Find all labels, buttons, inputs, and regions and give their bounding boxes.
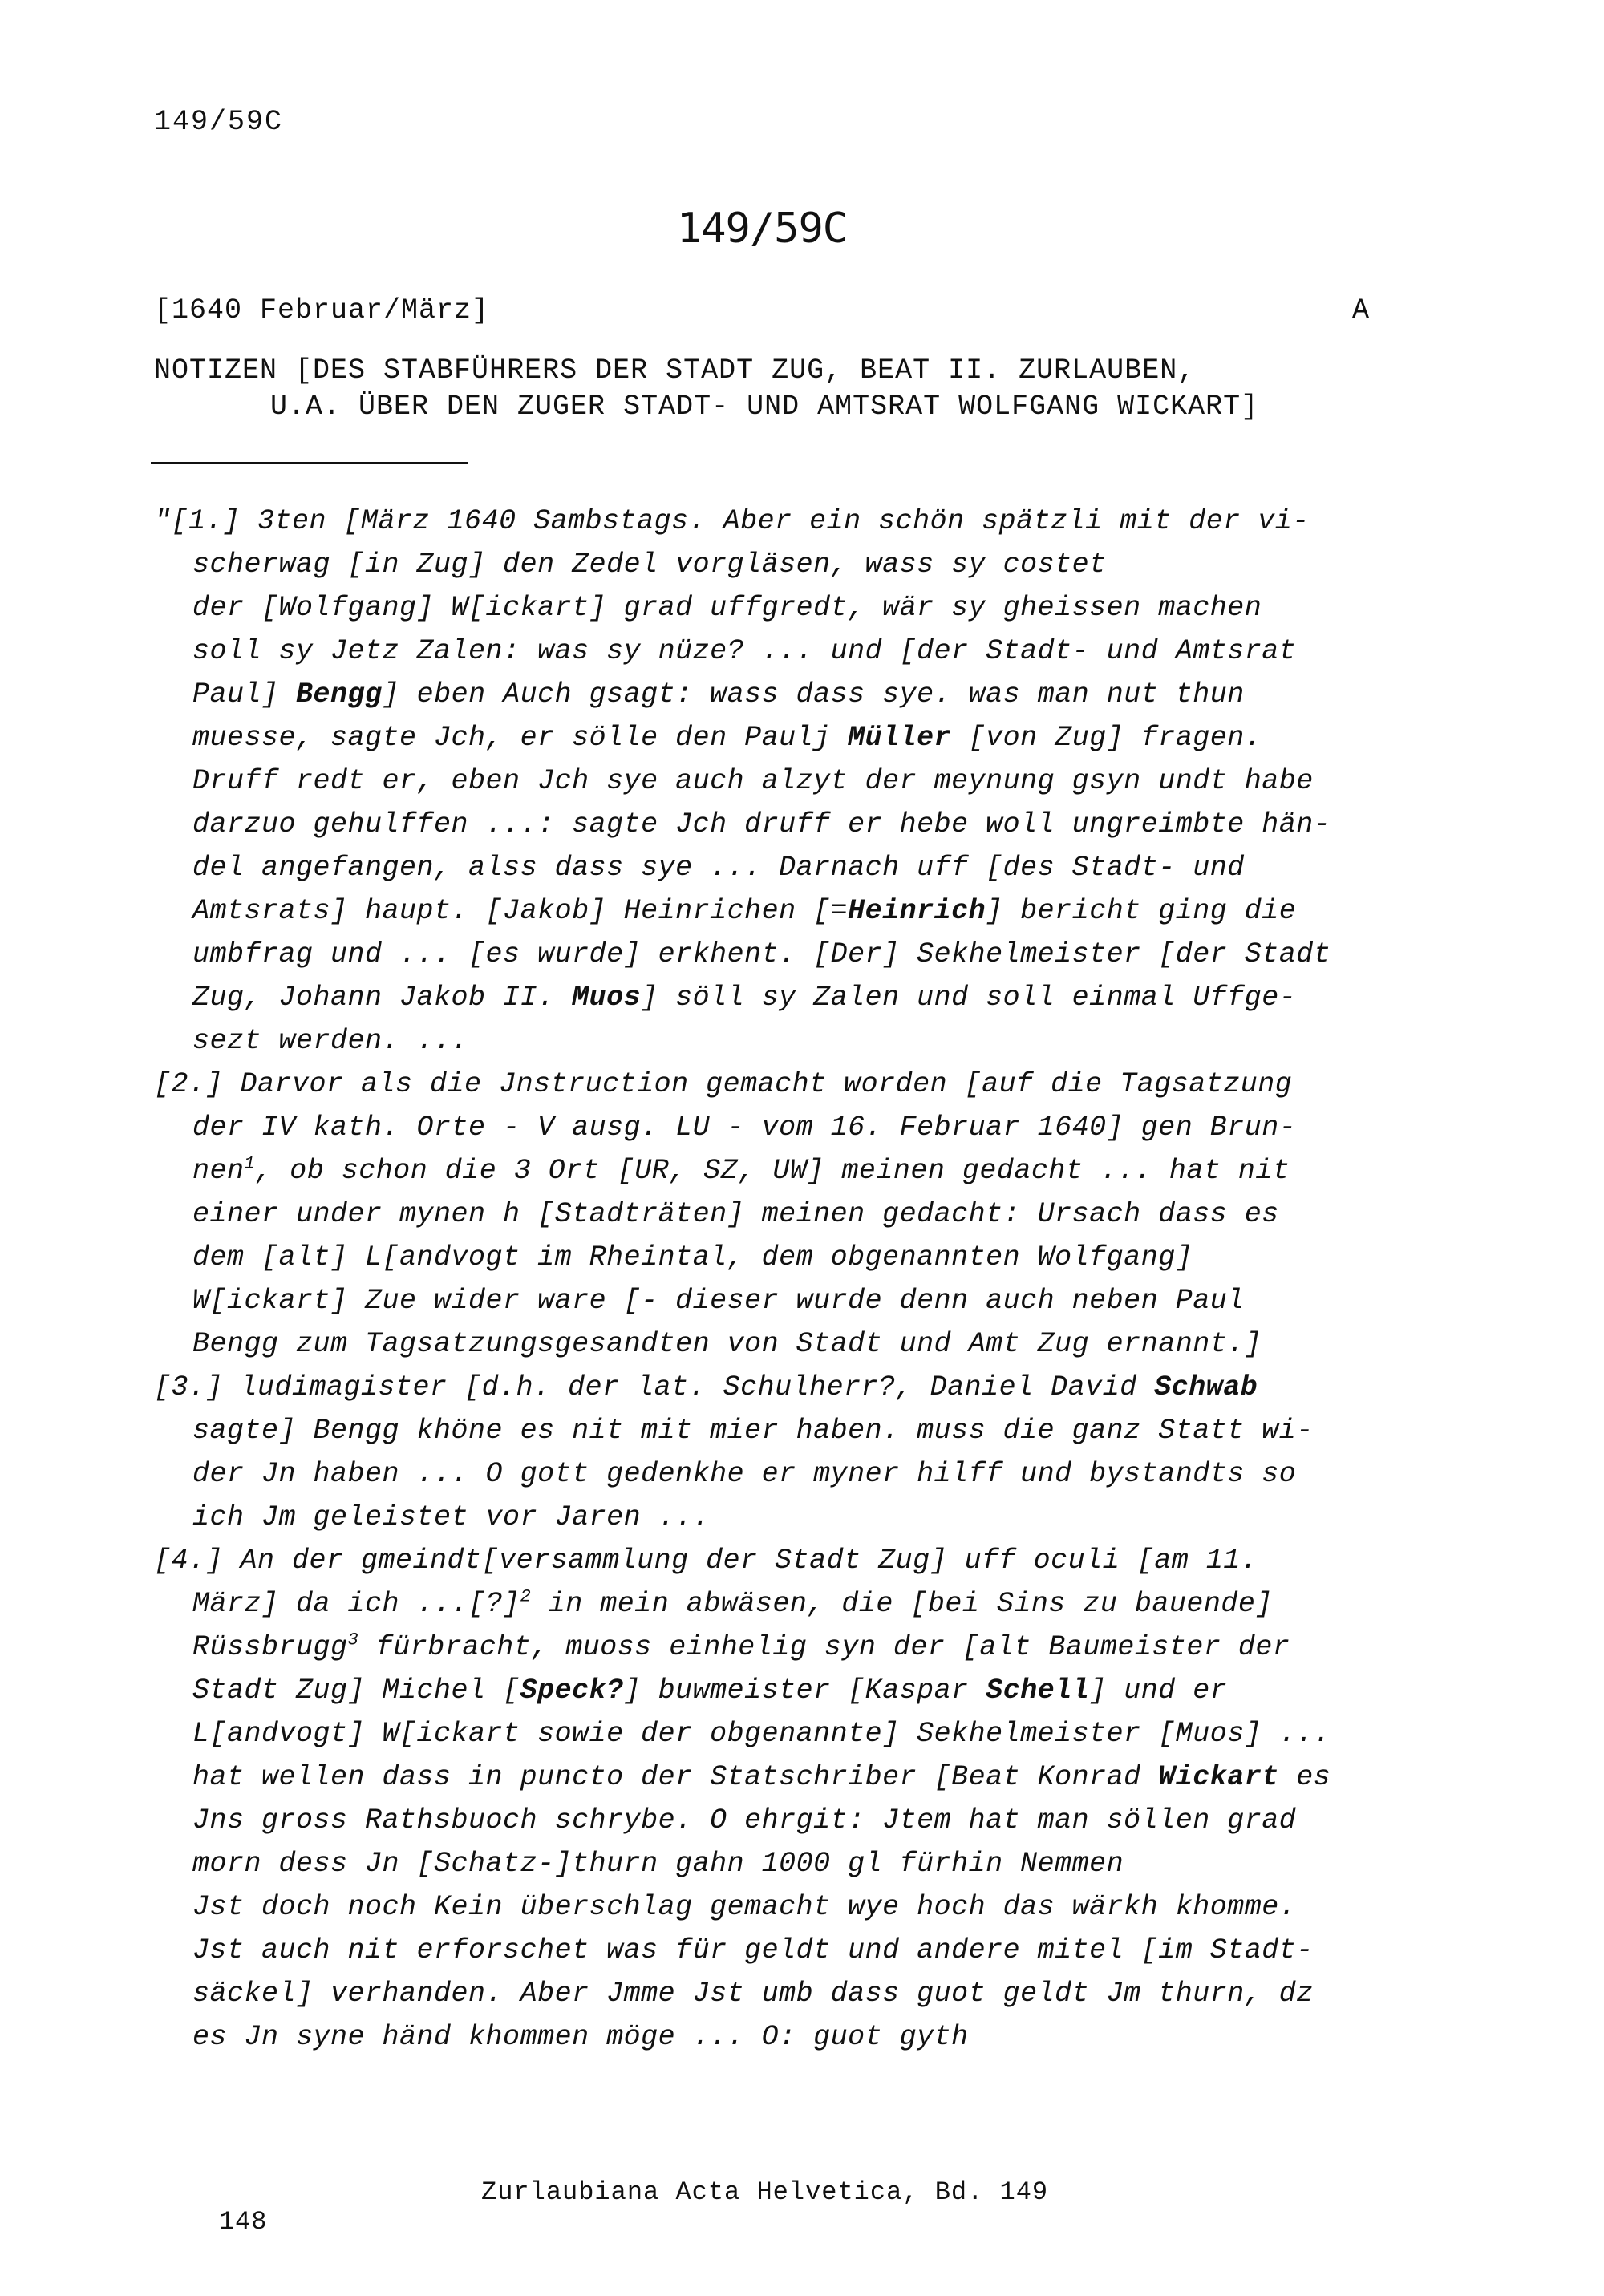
text-segment: muesse, sagte Jch, er sölle den Paulj	[192, 722, 849, 754]
text-segment: Jns gross Rathsbuoch schrybe. O ehrgit: Jtem hat man söllen grad	[192, 1804, 1297, 1836]
text-segment: Rüssbrugg	[192, 1631, 348, 1663]
text-line	[154, 1019, 1453, 1063]
bold-name: Schwab	[1154, 1371, 1258, 1403]
text-segment: [3.] ludimagister [d.h. der lat. Schulherr?, Daniel David	[154, 1371, 1155, 1403]
text-segment: Zug, Johann Jakob II.	[192, 982, 573, 1014]
text-segment: es Jn syne händ khommen möge ... O: guot gyth	[192, 2021, 969, 2053]
text-segment: [von Zug] fragen.	[951, 722, 1262, 754]
text-line	[154, 716, 1453, 759]
text-segment: , ob schon die 3 Ort [UR, SZ, UW] meinen gedacht ... hat nit	[255, 1155, 1290, 1187]
text-segment: morn dess Jn [Schatz-]thurn gahn 1000 gl fürhin Nemmen	[192, 1848, 1124, 1880]
page-title: 149/59C	[676, 204, 848, 253]
running-head: 149/59C	[154, 106, 284, 138]
text-segment: ] und er	[1089, 1674, 1228, 1707]
heading-line-1: NOTIZEN [DES STABFÜHRERS DER STADT ZUG, BEAT II. ZURLAUBEN,	[154, 354, 1196, 387]
text-segment: W[ickart] Zue wider ware [- dieser wurde denn auch neben Paul	[192, 1285, 1245, 1317]
text-segment: in mein abwäsen, die [bei Sins zu bauende]	[531, 1588, 1273, 1620]
text-line	[154, 1193, 1453, 1236]
text-segment: del angefangen, alss dass sye ... Darnach uff [des Stadt- und	[192, 852, 1245, 884]
document-date: [1640 Februar/März]	[154, 294, 490, 326]
heading-divider	[151, 462, 468, 464]
text-segment: nen	[192, 1155, 245, 1187]
text-line	[154, 2015, 1453, 2059]
text-segment: sagte] Bengg khöne es nit mit mier haben. muss die ganz Statt wi-	[192, 1415, 1314, 1447]
text-line	[154, 586, 1453, 630]
text-segment: es	[1278, 1761, 1331, 1793]
text-segment: Jst auch nit erforschet was für geldt und andere mitel [im Stadt-	[192, 1934, 1314, 1966]
document-marker: A	[1352, 294, 1370, 326]
text-segment: einer under mynen h [Stadträten] meinen gedacht: Ursach dass es	[192, 1198, 1279, 1230]
text-segment: ich Jm geleistet vor Jaren ...	[192, 1501, 711, 1533]
text-segment: der [Wolfgang] W[ickart] grad uffgredt, wär sy gheissen machen	[192, 592, 1262, 624]
text-line	[154, 630, 1453, 673]
text-line	[154, 543, 1453, 586]
heading-line-2: U.A. ÜBER DEN ZUGER STADT- UND AMTSRAT WOLFGANG WICKART]	[270, 391, 1259, 423]
text-segment: Druff redt er, eben Jch sye auch alzyt der meynung gsyn undt habe	[192, 765, 1314, 797]
text-line	[154, 976, 1453, 1019]
text-line	[154, 846, 1453, 889]
text-line	[154, 1236, 1453, 1279]
bold-name: Wickart	[1158, 1761, 1279, 1793]
text-line	[154, 1279, 1453, 1322]
text-segment: [2.] Darvor als die Jnstruction gemacht worden [auf die Tagsatzung	[154, 1068, 1293, 1100]
text-segment: dem [alt] L[andvogt im Rheintal, dem obgenannten Wolfgang]	[192, 1241, 1193, 1274]
text-line	[154, 889, 1453, 933]
text-line	[154, 1582, 1453, 1626]
text-line	[154, 1452, 1453, 1496]
text-line	[154, 1972, 1453, 2015]
transcription-body	[154, 500, 1453, 2059]
text-segment: scherwag [in Zug] den Zedel vorgläsen, wass sy costet	[192, 549, 1107, 581]
text-segment: hat wellen dass in puncto der Statschriber [Beat Konrad	[192, 1761, 1159, 1793]
text-segment: soll sy Jetz Zalen: was sy nüze? ... und [der Stadt- und Amtsrat	[192, 635, 1297, 667]
text-line	[154, 1366, 1453, 1409]
page-footer	[154, 2177, 1049, 2296]
text-line	[154, 1885, 1453, 1929]
text-segment: L[andvogt] W[ickart sowie der obgenannte] Sekhelmeister [Muos] ...	[192, 1718, 1331, 1750]
bold-name: Heinrich	[848, 895, 986, 927]
text-line	[154, 1496, 1453, 1539]
text-line	[154, 1842, 1453, 1885]
text-segment: fürbracht, muoss einhelig syn der [alt Baumeister der	[358, 1631, 1290, 1663]
text-segment: der Jn haben ... O gott gedenkhe er myner hilff und bystandts so	[192, 1458, 1297, 1490]
text-segment: ] bericht ging die	[986, 895, 1297, 927]
footnote-marker: 2	[520, 1586, 532, 1607]
text-segment: ] söll sy Zalen und soll einmal Uffge-	[641, 982, 1297, 1014]
text-line	[154, 1755, 1453, 1799]
text-segment: Amtsrats] haupt. [Jakob] Heinrichen [=	[192, 895, 849, 927]
text-line	[154, 1626, 1453, 1669]
text-line	[154, 500, 1453, 543]
text-segment: Paul]	[192, 678, 297, 711]
text-segment: sezt werden. ...	[192, 1025, 469, 1057]
text-line	[154, 1322, 1453, 1366]
text-segment: ] eben Auch gsagt: wass dass sye. was man nut thun	[382, 678, 1245, 711]
text-segment: umbfrag und ... [es wurde] erkhent. [Der] Sekhelmeister [der Stadt	[192, 938, 1331, 970]
text-line	[154, 933, 1453, 976]
text-line	[154, 1106, 1453, 1149]
text-segment: der IV kath. Orte - V ausg. LU - vom 16. Februar 1640] gen Brun-	[192, 1112, 1297, 1144]
text-line	[154, 1799, 1453, 1842]
text-line	[154, 1712, 1453, 1755]
bold-name: Schell	[986, 1674, 1090, 1707]
footnote-marker: 3	[347, 1630, 359, 1650]
bold-name: Speck?	[520, 1674, 624, 1707]
text-line	[154, 1929, 1453, 1972]
text-line	[154, 1149, 1453, 1193]
bold-name: Müller	[848, 722, 952, 754]
text-segment: März] da ich ...[?]	[192, 1588, 520, 1620]
text-segment: "[1.] 3ten [März 1640 Sambstags. Aber ein schön spätzli mit der vi-	[154, 505, 1310, 537]
page-number: 148	[218, 2207, 268, 2237]
bold-name: Muos	[572, 982, 642, 1014]
text-segment: darzuo gehulffen ...: sagte Jch druff er hebe woll ungreimbte hän-	[192, 808, 1331, 840]
text-segment: Jst doch noch Kein überschlag gemacht wye hoch das wärkh khomme.	[192, 1891, 1297, 1923]
text-segment: [4.] An der gmeindt[versammlung der Stadt Zug] uff oculi [am 11.	[154, 1545, 1258, 1577]
text-segment: Bengg zum Tagsatzungsgesandten von Stadt und Amt Zug ernannt.]	[192, 1328, 1262, 1360]
text-line	[154, 1539, 1453, 1582]
publication-title: Zurlaubiana Acta Helvetica, Bd. 149	[481, 2177, 1049, 2207]
text-line	[154, 759, 1453, 803]
bold-name: Bengg	[296, 678, 383, 711]
document-heading	[154, 353, 1405, 425]
text-segment: Stadt Zug] Michel [	[192, 1674, 520, 1707]
text-line	[154, 803, 1453, 846]
text-line	[154, 1063, 1453, 1106]
text-segment: ] buwmeister [Kaspar	[623, 1674, 986, 1707]
text-line	[154, 1409, 1453, 1452]
text-segment: säckel] verhanden. Aber Jmme Jst umb dass guot geldt Jm thurn, dz	[192, 1978, 1314, 2010]
text-line	[154, 1669, 1453, 1712]
text-line	[154, 673, 1453, 716]
footnote-marker: 1	[244, 1153, 256, 1174]
